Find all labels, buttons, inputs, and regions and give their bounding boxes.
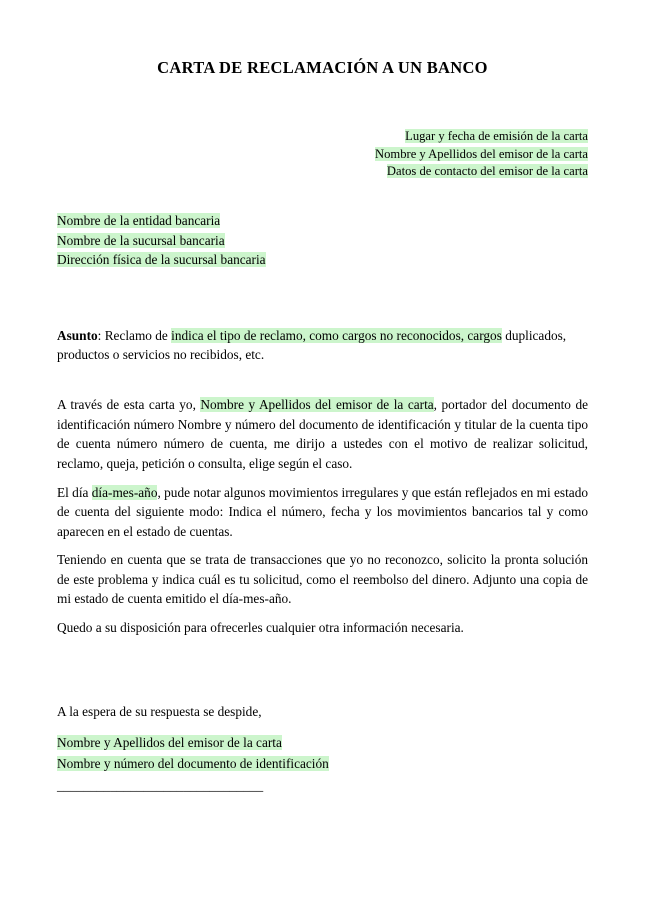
recipient-line-branch	[57, 231, 588, 251]
body-paragraph-1	[57, 395, 588, 473]
paragraph-1-lead: A través de esta carta yo,	[57, 397, 201, 413]
paragraph-3-lead: Teniendo en cuenta que se trata de transacciones que yo no reconozco, solicito la pronta solución de este problema y indica cuál es tu solicitud, como el reembolso del dinero. Adjunto una copia de mi estado de cuenta emitido el día-mes-año.	[57, 552, 588, 607]
subject-separator: :	[97, 327, 105, 343]
recipient-line-bank	[57, 211, 588, 231]
sender-line-name	[57, 146, 588, 164]
recipient-bank-text: Nombre de la entidad bancaria	[57, 213, 221, 229]
subject-lead-text: Reclamo de	[104, 327, 172, 343]
signature-rule: _______________________________	[57, 777, 264, 793]
subject-highlight-text: indica el tipo de reclamo, como cargos no reconocidos, cargos	[171, 327, 502, 343]
body-paragraph-2	[57, 483, 588, 542]
body-paragraph-4	[57, 618, 588, 638]
paragraph-1-highlight: Nombre y Apellidos del emisor de la carta	[200, 397, 434, 413]
sender-place-date-text: Lugar y fecha de emisión de la carta	[405, 128, 588, 143]
sender-line-contact	[57, 163, 588, 181]
signature-name-text: Nombre y Apellidos del emisor de la carta	[57, 734, 282, 750]
page-title: CARTA DE RECLAMACIÓN A UN BANCO	[157, 58, 488, 77]
sender-name-text: Nombre y Apellidos del emisor de la carta	[375, 146, 588, 161]
subject-paragraph	[57, 326, 588, 365]
farewell-text: A la espera de su respuesta se despide,	[57, 704, 262, 720]
paragraph-2-highlight: día-mes-año	[91, 484, 158, 500]
signature-line-id	[57, 754, 588, 774]
paragraph-1-tail: , portador del documento de identificación número Nombre y número del documento de identificación y titular de la cuenta tipo de cuenta número número de cuenta, me dirijo a ustedes con el motivo de realizar solicitud, reclamo, queja, petición o consulta, elige según el caso.	[57, 397, 588, 471]
recipient-address-text: Dirección física de la sucursal bancaria	[57, 252, 266, 268]
paragraph-4-lead: Quedo a su disposición para ofrecerles cualquier otra información necesaria.	[57, 619, 464, 635]
recipient-line-address	[57, 250, 588, 270]
signature-line-name	[57, 733, 588, 753]
paragraph-2-tail: , pude notar algunos movimientos irregulares y que están reflejados en mi estado de cuenta del siguiente modo: Indica el número, fecha y los movimientos bancarios tal y como aparecen en el estado de cuentas.	[57, 484, 588, 539]
body-paragraphs	[57, 395, 588, 637]
sender-contact-text: Datos de contacto del emisor de la carta	[386, 164, 588, 179]
closing-block	[57, 702, 588, 794]
subject-label: Asunto	[57, 327, 98, 343]
recipient-branch-text: Nombre de la sucursal bancaria	[57, 232, 225, 248]
sender-line-place-date	[57, 128, 588, 146]
sender-info-block	[57, 128, 588, 182]
subject-tail-text: duplicados, productos o servicios no recibidos, etc.	[57, 327, 567, 363]
document-content	[57, 0, 588, 794]
signature-id-text: Nombre y número del documento de identificación	[57, 756, 329, 772]
recipient-info-block	[57, 211, 588, 270]
body-paragraph-3	[57, 550, 588, 609]
paragraph-2-lead: El día	[57, 484, 92, 500]
